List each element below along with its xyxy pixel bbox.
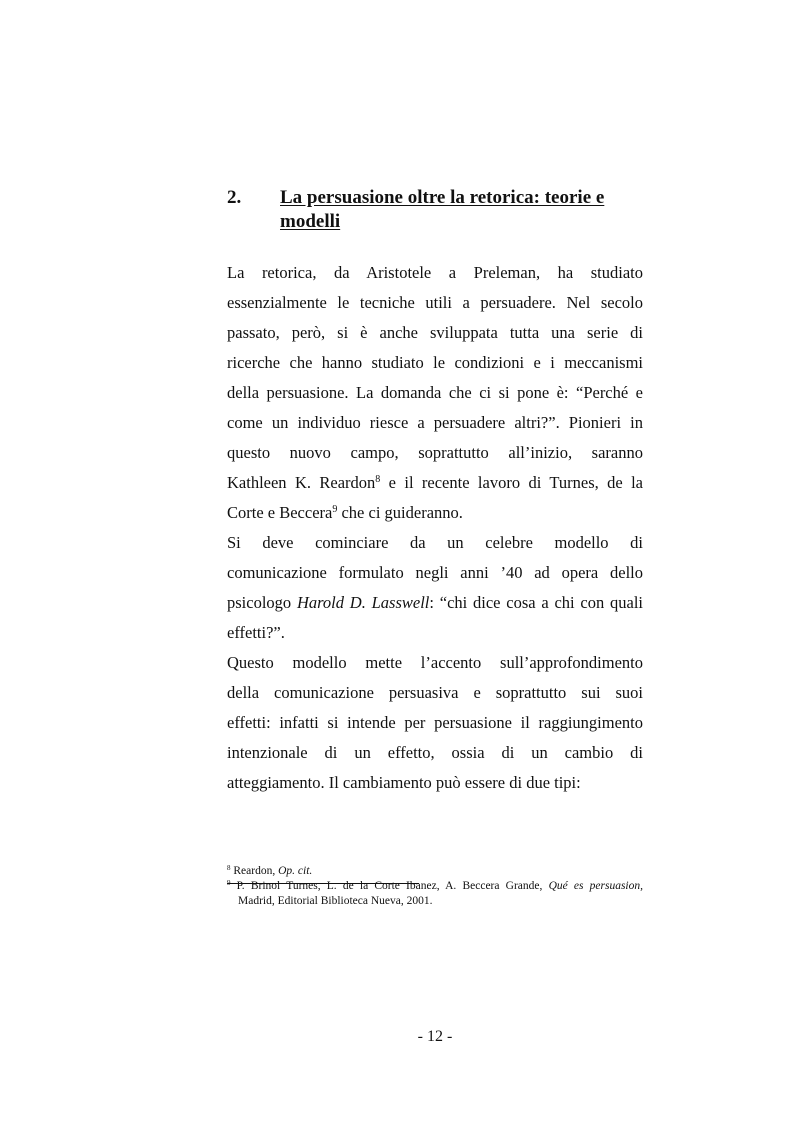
body-line-part: e il recente lavoro di Turnes, de la [380,473,643,492]
footnotes [227,864,643,909]
body-line-part: : “chi dice cosa a chi con quali [429,593,643,612]
footnote-ref-9: 9 [332,504,338,515]
body-line-part: Kathleen K. Reardon [227,473,376,492]
body-line: essenzialmente le tecniche utili a persuadere. Nel secolo [227,293,643,312]
footnote-number: 8 [227,864,231,872]
footnote-text: P. Brinol Turnes, L. de la Corte Ibanez, A. Beccera Grande, [230,880,549,892]
body-line [227,498,643,528]
body-line: della persuasione. La domanda che ci si pone è: “Perché e [227,383,643,402]
body-line: questo nuovo campo, soprattutto all’inizio, saranno [227,443,643,462]
body-paragraphs [227,258,643,798]
footnote-italic: Qué es persuasion, [548,880,643,892]
footnote-8 [227,864,643,879]
footnote-ref-8: 8 [375,474,381,485]
section-title-line-2: modelli [280,211,341,232]
body-line [227,468,643,498]
section-number: 2. [227,187,242,208]
body-line [227,588,643,618]
footnote-9-continued: Madrid, Editorial Biblioteca Nueva, 2001. [238,895,433,907]
body-line: della comunicazione persuasiva e soprattutto sui suoi [227,683,643,702]
body-line-part: Corte e Beccera [227,503,333,522]
body-line: effetti: infatti si intende per persuasione il raggiungimento [227,713,643,732]
body-line: passato, però, si è anche sviluppata tutta una serie di [227,323,643,342]
body-line: effetti?”. [227,623,285,642]
author-name: Harold D. Lasswell [296,593,430,612]
body-line: ricerche che hanno studiato le condizioni e i meccanismi [227,353,643,372]
section-title [280,186,640,234]
body-line: intenzionale di un effetto, ossia di un cambio di [227,743,643,762]
body-line: Questo modello mette l’accento sull’approfondimento [227,653,643,672]
footnote-number: 9 [227,879,231,887]
footnote-italic: Op. cit. [278,865,313,877]
body-line: Si deve cominciare da un celebre modello di [227,533,643,552]
footnote-9 [227,879,643,894]
body-line-part: psicologo [227,593,297,612]
body-line: La retorica, da Aristotele a Preleman, ha studiato [227,263,643,282]
section-title-line-1: La persuasione oltre la retorica: teorie e [280,187,605,208]
body-line-part: che ci guideranno. [337,503,463,522]
page-number: - 12 - [417,1028,453,1045]
body-line: comunicazione formulato negli anni ’40 ad opera dello [227,563,643,582]
body-line: come un individuo riesce a persuadere altri?”. Pionieri in [227,413,643,432]
footnote-text: Reardon, [230,865,279,877]
body-line: atteggiamento. Il cambiamento può essere di due tipi: [227,773,581,792]
